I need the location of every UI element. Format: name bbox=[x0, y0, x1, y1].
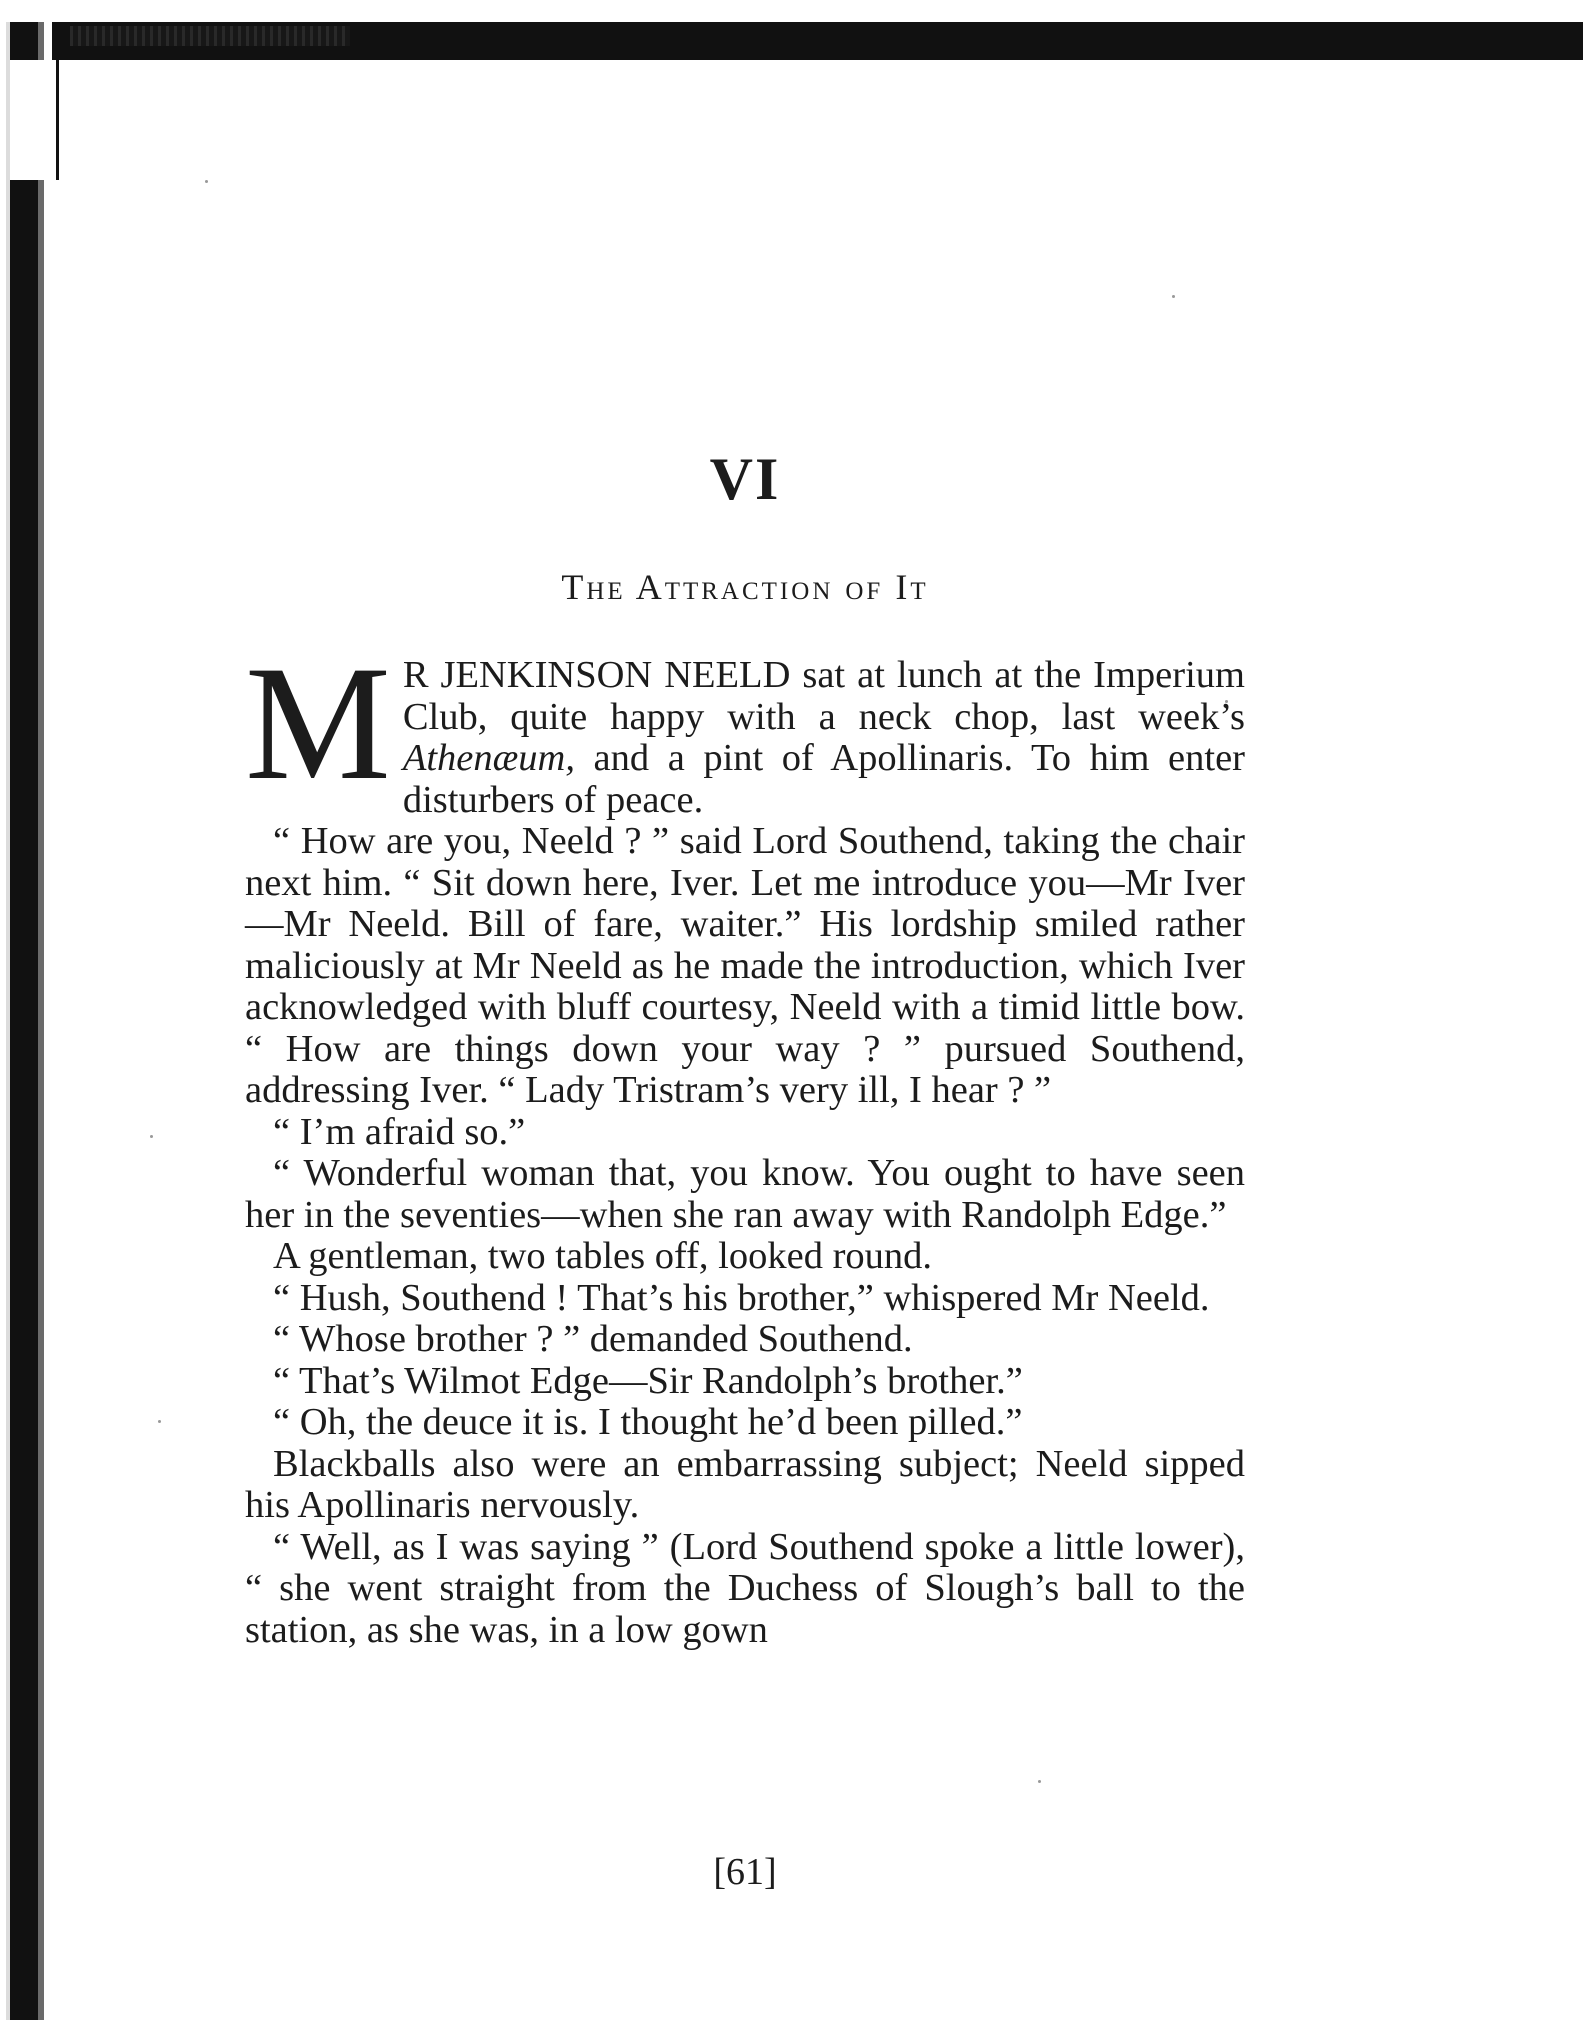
paragraph-text: and a pint of Apollinaris. To him enter disturbers of peace. bbox=[402, 737, 1245, 821]
paragraph: A gentleman, two tables off, looked round. bbox=[273, 1235, 933, 1277]
chapter-body bbox=[245, 633, 1245, 1651]
paragraph: “ Whose brother ? ” demanded Southend. bbox=[273, 1318, 913, 1360]
chapter-number: VI bbox=[709, 446, 781, 512]
paragraph: Blackballs also were an embarrassing subject; Neeld sipped his Apollinaris nervously. bbox=[245, 1442, 1245, 1526]
spine-gap bbox=[10, 60, 58, 180]
paragraph-text: R JENKINSON NEELD sat at lunch at the Imperium Club, quite happy with a neck chop, last week’s bbox=[402, 654, 1245, 738]
paragraph: “ I’m afraid so.” bbox=[273, 1110, 526, 1153]
paragraph: “ Hush, Southend ! That’s his brother,” whispered Mr Neeld. bbox=[273, 1276, 1210, 1319]
scan-speck bbox=[205, 180, 208, 183]
paragraph: “ Well, as I was saying ” (Lord Southend spoke a little lower), “ she went straight from the Duchess of Slough’s ball to the station, as she was, in a low gown bbox=[245, 1525, 1245, 1651]
page-number: [61] bbox=[713, 1851, 777, 1893]
opening-paragraph bbox=[245, 633, 1245, 821]
italic-title: Athenæum, bbox=[402, 737, 575, 779]
book-spine-shadow bbox=[0, 22, 52, 2020]
spine-edge-line bbox=[56, 60, 59, 180]
drop-cap: M bbox=[245, 633, 391, 814]
paragraph: “ Oh, the deuce it is. I thought he’d been pilled.” bbox=[273, 1401, 1023, 1443]
chapter-title: The Attraction of It bbox=[561, 567, 929, 607]
paragraph: “ That’s Wilmot Edge—Sir Randolph’s brother.” bbox=[273, 1359, 1023, 1402]
paragraph: “ Wonderful woman that, you know. You ought to have seen her in the seventies—when she ran away with Randolph Edge.” bbox=[245, 1152, 1245, 1236]
book-page bbox=[245, 0, 1245, 2020]
scan-speck bbox=[150, 1135, 153, 1138]
scan-speck bbox=[158, 1420, 161, 1423]
paragraph: “ How are you, Neeld ? ” said Lord Southend, taking the chair next him. “ Sit down here, Iver. Let me introduce you—Mr Iver—Mr Neeld. Bill of fare, waiter.” His lordship smiled rather maliciously at Mr Neeld as he made the introduction, which Iver acknowledged with bluff courtesy, Neeld with a timid little bow. “ How are things down your way ? ” pursued Southend, addressing Iver. “ Lady Tristram’s very ill, I hear ? ” bbox=[245, 820, 1245, 1111]
